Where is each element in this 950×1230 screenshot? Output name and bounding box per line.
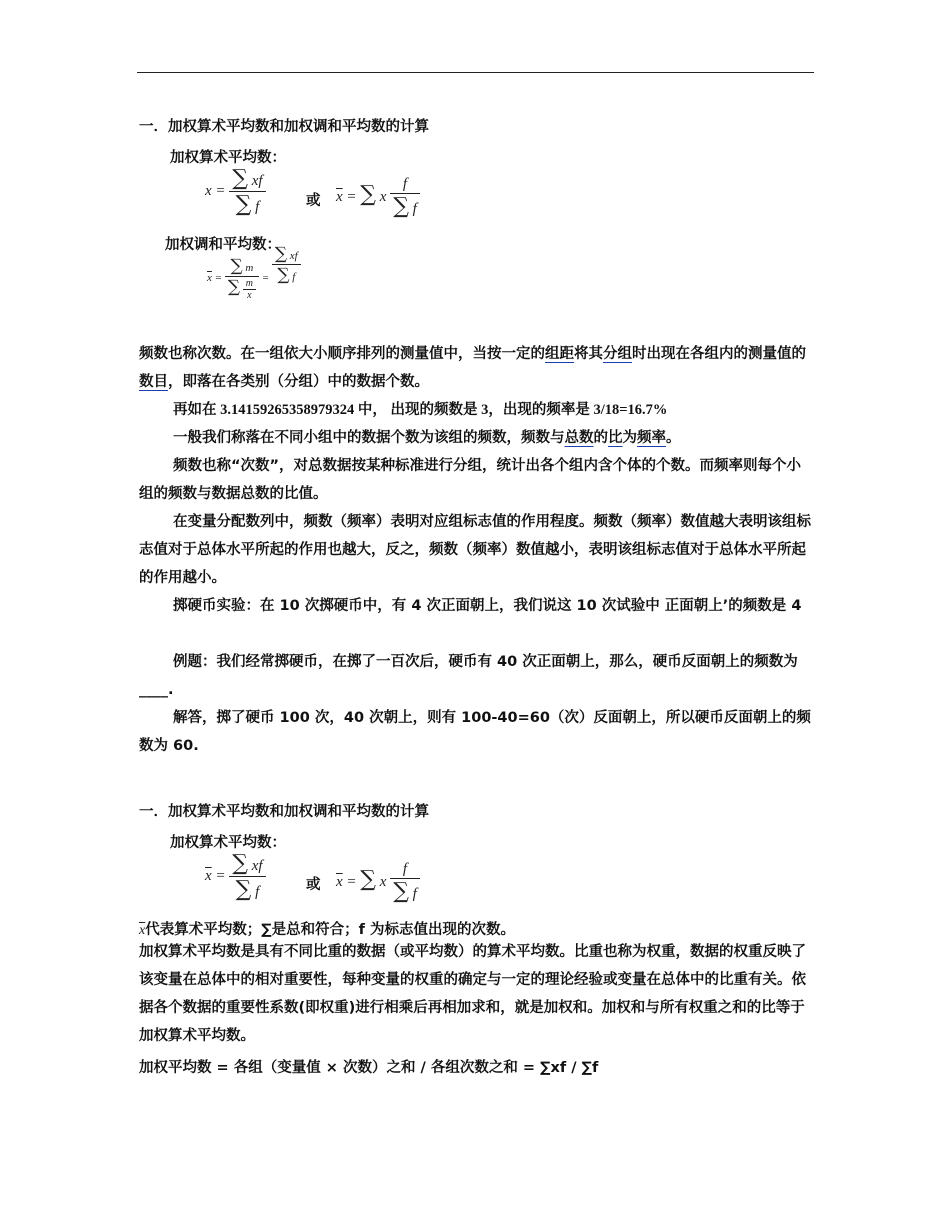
- equals-sign: =: [261, 272, 270, 285]
- sigma-symbol: ∑: [235, 877, 252, 902]
- sigma-symbol: ∑: [393, 194, 409, 219]
- link-group-distance[interactable]: 组距: [545, 346, 574, 362]
- link-count[interactable]: 数目: [139, 374, 168, 390]
- link-grouping[interactable]: 分组: [603, 346, 632, 362]
- equals-sign: =: [214, 272, 223, 285]
- sigma-symbol: ∑: [393, 879, 409, 904]
- f-term: f: [402, 861, 408, 877]
- symbol-legend: $\overline{x}$代表算术平均数；∑是总和符合；f 为标志值出现的次数。: [139, 922, 515, 938]
- x-bar-symbol: $\overline{x}$: [336, 188, 343, 205]
- m-term: m: [245, 262, 254, 274]
- paragraph-example-question: 例题：我们经常掷硬币，在掷了一百次后，硬币有 40 次正面朝上，那么，硬币反面朝上的频数为____.: [139, 654, 798, 698]
- weighted-harmonic-label: 加权调和平均数：: [165, 237, 281, 253]
- fraction: [243, 278, 256, 301]
- xf-term: xf: [289, 249, 298, 262]
- x-bar-symbol: $\overline{x}$: [336, 873, 343, 890]
- f-term: f: [412, 886, 417, 902]
- x-symbol: x: [379, 188, 387, 205]
- weighted-mean-formula-text: 加权平均数 = 各组（变量值 × 次数）之和 / 各组次数之和 = ∑xf / ∑f: [139, 1060, 599, 1076]
- or-word: 或: [306, 877, 321, 893]
- sigma-symbol: ∑: [230, 256, 243, 276]
- x-symbol: x: [205, 182, 212, 199]
- sigma-symbol: ∑: [232, 851, 249, 876]
- link-ratio[interactable]: 比: [608, 430, 623, 446]
- f-term: f: [255, 199, 260, 215]
- arithmetic-mean-formula-repeat: [205, 851, 266, 902]
- fraction: [229, 166, 265, 217]
- section-heading-repeat: 一．加权算术平均数和加权调和平均数的计算: [139, 804, 429, 820]
- sigma-symbol: ∑: [360, 866, 377, 892]
- f-term: f: [292, 270, 296, 283]
- weighted-arithmetic-label: 加权算术平均数：: [170, 150, 286, 166]
- arithmetic-mean-formula-alt-repeat: [336, 861, 420, 904]
- sigma-symbol: ∑: [227, 277, 240, 297]
- equals-sign: =: [215, 867, 226, 884]
- x-bar-symbol: $\overline{x}$: [207, 272, 212, 285]
- paragraph-answer: 解答，掷了硬币 100 次，40 次朝上，则有 100-40=60（次）反面朝上，所以硬币反面朝上的频数为 60.: [139, 710, 811, 754]
- fraction: [229, 851, 265, 902]
- header-rule: [137, 72, 814, 73]
- x-symbol: x: [379, 873, 387, 890]
- paragraph-distribution: 在变量分配数列中，频数（频率）表明对应组标志值的作用程度。频数（频率）数值越大表明该组标志值对于总体水平所起的作用也越大，反之，频数（频率）数值越小，表明该组标志值对于总体水平所起的作用越小。: [139, 514, 811, 586]
- x-bar-symbol: $\overline{x}$: [139, 923, 146, 938]
- fraction: [390, 861, 420, 904]
- fraction: [272, 244, 301, 285]
- or-word: 或: [306, 193, 321, 209]
- xf-term: xf: [251, 858, 263, 874]
- equals-sign: =: [346, 188, 357, 205]
- x-bar-symbol: $\overline{x}$: [205, 867, 212, 884]
- fraction: [225, 256, 259, 301]
- paragraph-pi-example: 再如在 3.14159265358979324 中， 出现的频数是 3，出现的频率是 3/18=16.7%: [173, 402, 668, 418]
- f-term: f: [255, 884, 260, 900]
- paragraph-weighted-mean-explanation: 加权算术平均数是具有不同比重的数据（或平均数）的算术平均数。比重也称为权重，数据的权重反映了该变量在总体中的相对重要性，每种变量的权重的确定与一定的理论经验或变量在总体中的比重有关。依据各个数据的重要性系数(即权重)进行相乘后再相加求和，就是加权和。加权和与所有权重之和的比等于加权算术平均数。: [139, 944, 806, 1044]
- xf-term: xf: [251, 173, 263, 189]
- sigma-symbol: ∑: [360, 181, 377, 207]
- f-term: f: [412, 201, 417, 217]
- paragraph-count: 频数也称“次数”，对总数据按某种标准进行分组，统计出各个组内含个体的个数。而频率则每个小组的频数与数据总数的比值。: [139, 458, 802, 502]
- link-frequency-rate[interactable]: 频率: [637, 430, 666, 446]
- f-term: f: [402, 176, 408, 192]
- fraction: [390, 176, 420, 219]
- sigma-symbol: ∑: [274, 243, 288, 264]
- arithmetic-mean-formula: [205, 166, 266, 217]
- link-total[interactable]: 总数: [564, 430, 594, 446]
- paragraph-frequency-rate: 一般我们称落在不同小组中的数据个数为该组的频数，频数与总数的比为频率。: [173, 430, 681, 446]
- sigma-symbol: ∑: [277, 264, 290, 285]
- paragraph-coin-experiment: 掷硬币实验：在 10 次掷硬币中，有 4 次正面朝上，我们说这 10 次试验中 正面朝上’的频数是 4: [173, 598, 802, 614]
- m-term: m: [245, 277, 253, 289]
- x-term: x: [247, 289, 252, 301]
- weighted-arithmetic-label-repeat: 加权算术平均数：: [170, 835, 286, 851]
- equals-sign: =: [215, 182, 226, 199]
- paragraph-frequency-definition: 频数也称次数。在一组依大小顺序排列的测量值中，当按一定的组距将其分组时出现在各组内的测量值的数目，即落在各类别（分组）中的数据个数。: [139, 346, 806, 390]
- arithmetic-mean-formula-alt: [336, 176, 420, 219]
- equals-sign: =: [346, 873, 357, 890]
- harmonic-mean-formula: [207, 243, 301, 301]
- sigma-symbol: ∑: [235, 192, 252, 217]
- sigma-symbol: ∑: [232, 166, 249, 191]
- section-heading: 一．加权算术平均数和加权调和平均数的计算: [139, 119, 429, 135]
